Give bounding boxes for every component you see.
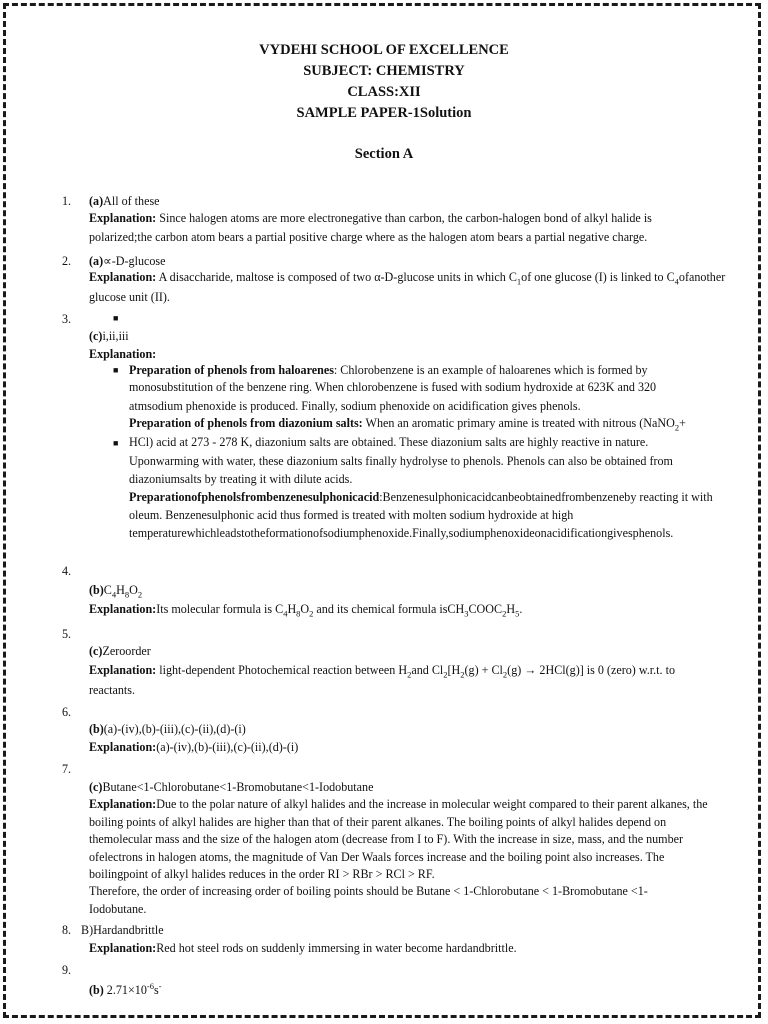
explanation-text: of one glucose (I) is linked to C <box>521 270 675 284</box>
explanation-line: reactants. <box>89 683 135 697</box>
explanation-line: diazoniumsalts by treating it with dilute acids. <box>129 472 353 486</box>
explanation-line: ofelectrons in halogen atoms, the magnitude of Van Der Waals forces increase and the boiling point also increases. The <box>89 850 665 864</box>
school-name: VYDEHI SCHOOL OF EXCELLENCE <box>259 42 509 58</box>
explanation-label: Explanation: <box>89 211 157 225</box>
explanation-line <box>89 211 652 226</box>
explanation-text: (a)-(iv),(b)-(iii),(c)-(ii),(d)-(i) <box>156 740 299 754</box>
explanation-label: Explanation: <box>89 663 157 677</box>
question-number: 1. <box>62 194 72 208</box>
explanation-text: Since halogen atoms are more electronegative than carbon, the carbon-halogen bond of alkyl halide is <box>156 211 652 225</box>
answer-option: (a) <box>89 194 104 208</box>
subject-title: SUBJECT: CHEMISTRY <box>303 63 465 79</box>
answer-line <box>89 194 160 209</box>
answer-option: (c) <box>89 644 103 658</box>
class-title: CLASS:XII <box>347 84 421 100</box>
question-number: 2. <box>62 254 72 268</box>
explanation-line: Iodobutane. <box>89 902 147 916</box>
answer-text: All of these <box>103 194 160 208</box>
superscript: -6 <box>146 980 154 991</box>
answer-option: (b) <box>89 583 104 597</box>
explanation-line <box>89 941 517 956</box>
explanation-text: light-dependent Photochemical reaction between $H_2and$ $Cl_2[H_2(g) + Cl_2(g) \to 2HCl(g)]$ is 0 (zero) w.r.t. to <box>156 663 675 680</box>
explanation-text: + <box>679 416 686 430</box>
answer-text: B)Hardandbrittle <box>81 923 164 937</box>
explanation-line: Therefore, the order of increasing order of boiling points should be Butane < 1-Chlorobutane < 1-Bromobutane <1- <box>89 884 648 898</box>
explanation-line <box>89 270 725 285</box>
explanation-line: boilingpoint of alkyl halides reduces in the order RI > RBr > RCl > RF. <box>89 867 435 881</box>
answer-text: s <box>153 983 159 997</box>
explanation-text: : Chlorobenzene is an example of haloarenes which is formed by <box>333 363 648 377</box>
subscript: 2 <box>674 422 680 433</box>
explanation-line: oleum. Benzenesulphonic acid thus formed is treated with molten sodium hydroxide at high <box>129 508 574 522</box>
explanation-line <box>89 740 298 755</box>
explanation-text: Its molecular formula is $C_4H_8O_2$ and its chemical formula $isCH_3COOC_2H_5$. <box>156 602 523 619</box>
answer-text: Zeroorder <box>102 644 151 658</box>
explanation-label: Explanation: <box>89 270 157 284</box>
bullet-icon: ■ <box>113 365 119 375</box>
question-number: 7. <box>62 762 72 776</box>
explanation-line: Uponwarming with water, these diazonium salts finally hydrolyse to phenols. Phenols can also be obtained from <box>129 454 673 468</box>
question-number: 8. <box>62 923 72 937</box>
answer-line <box>89 254 165 269</box>
subsection-heading: Preparation of phenols from diazonium salts: <box>129 416 363 430</box>
explanation-text: ofanother <box>678 270 726 284</box>
subscript: 4 <box>674 276 679 287</box>
answer-option: (a) <box>89 254 104 268</box>
explanation-line <box>129 363 648 378</box>
explanation-text: A disaccharide, maltose is composed of two α-D-glucose units in which C <box>156 270 517 284</box>
explanation-line <box>89 602 522 617</box>
explanation-label: Explanation: <box>89 347 157 361</box>
explanation-label: Explanation: <box>89 797 157 811</box>
explanation-text: When an aromatic primary amine is treated with nitrous (NaNO <box>362 416 675 430</box>
superscript: - <box>158 980 162 991</box>
answer-text: (a)-(iv),(b)-(iii),(c)-(ii),(d)-(i) <box>103 722 246 736</box>
question-number: 9. <box>62 963 72 977</box>
answer-line <box>89 644 151 659</box>
subsection-heading: Preparationofphenolsfrombenzenesulphonicacid <box>129 490 380 504</box>
answer-line <box>89 722 246 737</box>
question-number: 3. <box>62 312 72 326</box>
answer-text: 2.71×10 <box>103 983 147 997</box>
answer-option: (c) <box>89 329 103 343</box>
question-number: 4. <box>62 564 72 578</box>
answer-line <box>89 980 162 998</box>
answer-line <box>89 329 129 344</box>
paper-title: SAMPLE PAPER-1Solution <box>296 105 472 121</box>
explanation-line <box>129 416 686 431</box>
answer-option: (c) <box>89 780 103 794</box>
explanation-text: Red hot steel rods on suddenly immersing in water become hardandbrittle. <box>156 941 517 955</box>
answer-line <box>89 583 142 598</box>
explanation-line: atmsodium phenoxide is produced. Finally, sodium phenoxide on acidification gives phenols. <box>129 399 581 413</box>
explanation-line: glucose unit (II). <box>89 290 170 304</box>
answer-text: Butane<1-Chlorobutane<1-Bromobutane<1-Iodobutane <box>102 780 374 794</box>
explanation-line <box>129 490 713 505</box>
bullet-icon: ■ <box>113 313 119 323</box>
explanation-line: boiling points of alkyl halides are higher than that of their parent alkanes. The boiling points of alkyl halides depend on <box>89 815 667 829</box>
question-number: 6. <box>62 705 72 719</box>
question-number: 5. <box>62 627 72 641</box>
explanation-text: Due to the polar nature of alkyl halides and the increase in molecular weight compared to their parent alkanes, the <box>156 797 708 811</box>
answer-text: $C_4H_8O_2$ <box>103 583 143 600</box>
subsection-heading: Preparation of phenols from haloarenes <box>129 363 334 377</box>
explanation-line <box>89 663 675 678</box>
explanation-line: monosubstitution of the benzene ring. When chlorobenzene is fused with sodium hydroxide at 623K and 320 <box>129 380 657 394</box>
explanation-text: :Benzenesulphonicacidcanbeobtainedfrombenzeneby reacting it with <box>379 490 713 504</box>
explanation-line: HCl) acid at 273 - 278 K, diazonium salts are obtained. These diazonium salts are highly reactive in nature. <box>129 435 649 449</box>
answer-option: (b) <box>89 983 104 997</box>
explanation-label: Explanation: <box>89 602 157 616</box>
explanation-line: themolecular mass and the size of the halogen atom (decrease from I to F). With the increase in size, mass, and the number <box>89 832 684 846</box>
answer-text: i,ii,iii <box>102 329 129 343</box>
explanation-label: Explanation: <box>89 740 157 754</box>
answer-line <box>89 780 373 795</box>
subscript: 1 <box>516 276 522 287</box>
explanation-line <box>89 797 708 812</box>
explanation-label: Explanation: <box>89 941 157 955</box>
explanation-line: temperaturewhichleadstotheformationofsodiumphenoxide.Finally,sodiumphenoxideonacidificationgivesphenols. <box>129 526 674 540</box>
bullet-icon: ■ <box>113 438 119 448</box>
answer-text: ∝-D-glucose <box>103 254 166 268</box>
explanation-line: polarized;the carbon atom bears a partial positive charge where as the halogen atom bears a partial negative charge. <box>89 230 648 244</box>
section-title: Section A <box>354 146 414 162</box>
answer-option: (b) <box>89 722 104 736</box>
